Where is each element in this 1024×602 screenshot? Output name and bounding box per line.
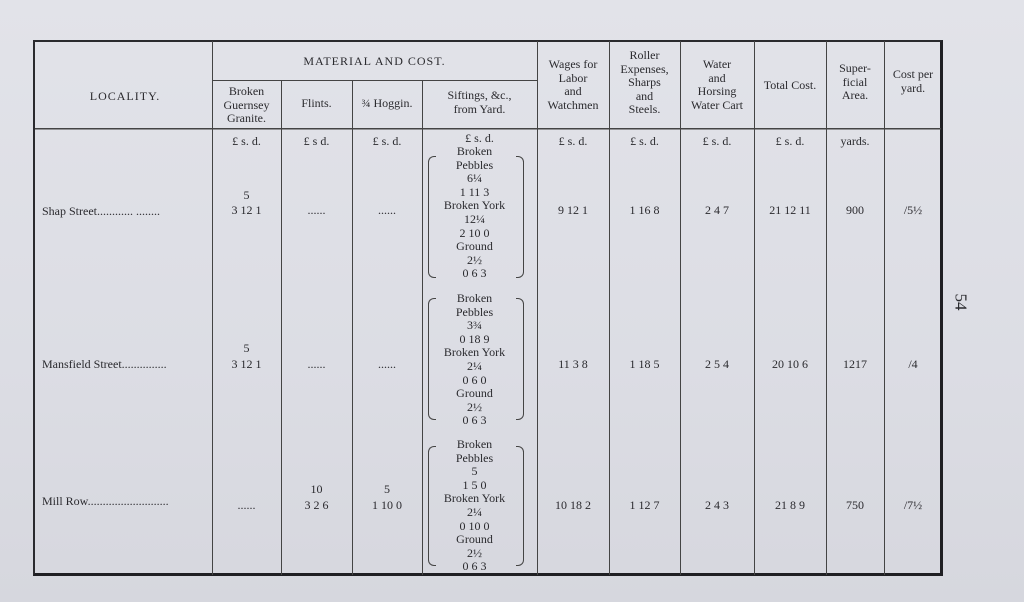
header-line: from Yard. <box>453 101 506 116</box>
granite-qty: 5 <box>243 188 250 202</box>
header-line: Labor <box>558 70 588 85</box>
header-total-cost: Total Cost. <box>763 78 817 92</box>
wages-cost: 11 3 8 <box>558 357 588 371</box>
col-rule <box>422 81 423 575</box>
header-line: ficial <box>842 74 868 89</box>
right-brace <box>516 446 524 566</box>
header-broken-granite <box>212 85 281 126</box>
header-line: Siftings, &c., <box>447 88 512 102</box>
unit-granite: £ s. d. <box>232 134 261 148</box>
siftings-line: 0 6 0 <box>462 372 487 387</box>
col-rule <box>884 41 885 575</box>
siftings-line: Broken <box>456 144 493 158</box>
locality-name <box>42 357 167 371</box>
siftings-detail <box>432 292 517 428</box>
header-line: Steels. <box>628 102 661 117</box>
siftings-line: Broken <box>456 437 493 451</box>
flints-qty: 10 <box>310 482 323 496</box>
page-number: 54 <box>951 293 971 311</box>
siftings-line: Ground <box>456 386 493 401</box>
dot-leader: ........................... <box>87 494 169 508</box>
granite-cost: 3 12 1 <box>231 203 262 217</box>
siftings-line: 0 6 3 <box>462 266 487 281</box>
siftings-line: 1 11 3 <box>459 184 490 199</box>
siftings-line: Broken York <box>443 345 506 360</box>
siftings-line: 2¼ <box>467 358 482 373</box>
siftings-line: Broken York <box>443 198 506 213</box>
siftings-line: Pebbles <box>455 304 494 319</box>
header-line: Water <box>702 57 732 71</box>
siftings-line: 3¾ <box>467 318 482 333</box>
header-material-and-cost: MATERIAL AND COST. <box>303 54 446 68</box>
siftings-line: 12¼ <box>464 211 485 226</box>
cost-per-yard: /4 <box>908 357 918 371</box>
header-line: Wages for <box>548 57 598 71</box>
total-cost: 21 8 9 <box>775 498 805 512</box>
header-line: Expenses, <box>620 61 669 76</box>
col-rule <box>826 41 827 575</box>
granite-qty: 5 <box>243 341 250 355</box>
header-line: Broken <box>228 84 265 98</box>
hoggin-cost: ...... <box>378 203 396 217</box>
siftings-line: Broken <box>456 291 493 305</box>
header-line: Horsing <box>697 84 737 99</box>
header-siftings <box>422 89 537 116</box>
header-line: Super- <box>839 61 871 75</box>
dot-leader: ............ ........ <box>97 204 160 218</box>
total-cost: 20 10 6 <box>772 357 808 371</box>
siftings-line: 2 10 0 <box>459 225 490 240</box>
siftings-line: 0 6 3 <box>462 559 487 574</box>
header-rule <box>35 129 941 130</box>
hoggin-cost: ...... <box>378 357 396 371</box>
locality-label: Shap Street <box>42 204 97 218</box>
right-brace <box>516 298 524 420</box>
water-cost: 2 5 4 <box>705 357 729 371</box>
header-line: and <box>708 70 726 85</box>
water-cost: 2 4 7 <box>705 203 729 217</box>
header-line: yard. <box>900 80 926 95</box>
siftings-line: Broken York <box>443 491 506 506</box>
siftings-line: 0 10 0 <box>459 518 490 533</box>
header-line: and <box>564 84 582 99</box>
locality-label: Mill Row <box>42 494 88 508</box>
siftings-line: 5 <box>471 464 478 479</box>
siftings-line: Pebbles <box>455 157 494 172</box>
locality-label: Mansfield Street <box>42 357 122 371</box>
unit-total: £ s. d. <box>775 134 805 148</box>
unit-roller: £ s. d. <box>630 134 659 148</box>
header-cost-per-yard <box>884 68 942 95</box>
header-rule <box>212 80 537 81</box>
unit-hoggin: £ s. d. <box>372 134 402 148</box>
header-locality: LOCALITY. <box>89 89 161 103</box>
siftings-line: Pebbles <box>455 450 494 465</box>
unit-siftings: £ s. d. <box>465 131 494 145</box>
col-rule <box>537 41 538 575</box>
col-rule <box>754 41 755 575</box>
col-rule <box>609 41 610 575</box>
locality-name <box>42 204 160 218</box>
unit-area: yards. <box>840 134 870 148</box>
header-line: Area. <box>841 88 869 103</box>
area-yards: 750 <box>846 498 864 512</box>
unit-water: £ s. d. <box>702 134 732 148</box>
area-yards: 900 <box>846 203 864 217</box>
header-hoggin: ¾ Hoggin. <box>361 96 413 110</box>
siftings-line: 2½ <box>467 545 482 560</box>
header-wages <box>537 58 609 112</box>
header-roller <box>609 49 680 117</box>
header-water <box>680 58 754 112</box>
granite-cost: ...... <box>237 498 256 512</box>
wages-cost: 9 12 1 <box>558 203 588 217</box>
siftings-line: 2½ <box>467 252 482 267</box>
unit-wages: £ s. d. <box>558 134 588 148</box>
header-line: Granite. <box>227 111 266 126</box>
header-flints: Flints. <box>301 96 332 110</box>
cost-per-yard: /7½ <box>903 498 923 512</box>
siftings-line: 6¼ <box>467 171 482 186</box>
header-line: and <box>635 88 654 103</box>
dot-leader: ............... <box>121 357 167 371</box>
header-line: Guernsey <box>223 97 270 112</box>
siftings-line: 0 6 3 <box>462 413 487 428</box>
roller-cost: 1 12 7 <box>629 498 660 512</box>
flints-cost: ...... <box>307 357 326 371</box>
siftings-line: Ground <box>456 532 493 547</box>
siftings-line: 0 18 9 <box>459 331 490 346</box>
right-brace <box>516 156 524 278</box>
col-rule <box>680 41 681 575</box>
siftings-detail <box>432 438 517 574</box>
header-line: Sharps <box>628 75 661 90</box>
siftings-line: 1 5 0 <box>462 477 487 492</box>
granite-cost: 3 12 1 <box>231 357 262 371</box>
total-cost: 21 12 11 <box>769 203 811 217</box>
header-line: Roller <box>629 48 660 62</box>
header-line: Cost per <box>892 67 934 81</box>
flints-cost: ...... <box>307 203 326 217</box>
flints-cost: 3 2 6 <box>304 498 329 512</box>
hoggin-cost: 1 10 0 <box>372 498 402 512</box>
header-superficial-area <box>826 62 884 103</box>
water-cost: 2 4 3 <box>705 498 729 512</box>
roller-cost: 1 18 5 <box>629 357 660 371</box>
header-line: Watchmen <box>547 97 599 112</box>
siftings-line: 2½ <box>467 399 482 414</box>
siftings-line: 2¼ <box>467 504 482 519</box>
cost-per-yard: /5½ <box>903 203 923 217</box>
siftings-detail <box>432 145 517 281</box>
wages-cost: 10 18 2 <box>555 498 591 512</box>
locality-name <box>42 494 169 508</box>
header-line: Water Cart <box>690 97 743 112</box>
hoggin-qty: 5 <box>384 482 390 496</box>
area-yards: 1217 <box>843 357 867 371</box>
roller-cost: 1 16 8 <box>629 203 660 217</box>
siftings-line: Ground <box>456 239 493 254</box>
unit-flints: £ s d. <box>303 134 330 148</box>
